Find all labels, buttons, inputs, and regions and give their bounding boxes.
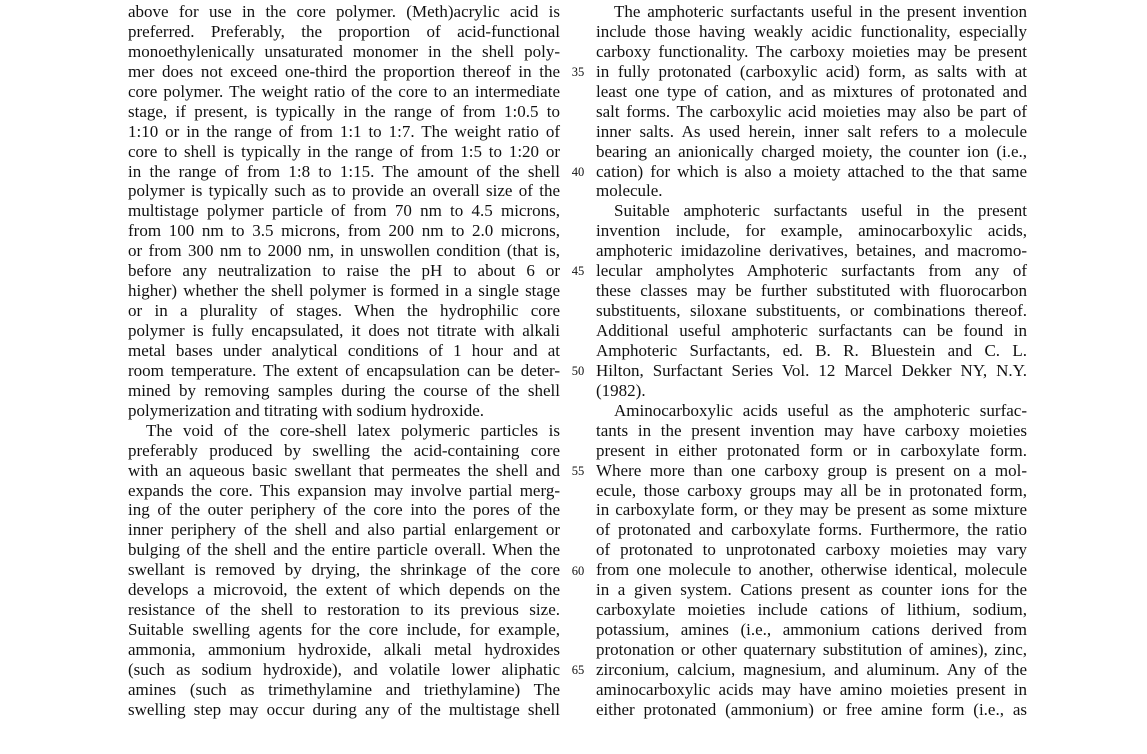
text-line: in a given system. Cations present as counter ions for the [596, 580, 1027, 600]
text-line: 1:10 or in the range of from 1:1 to 1:7. The weight ratio of [128, 121, 560, 141]
line-number: 65 [571, 663, 585, 678]
text-line: potassium, amines (i.e., ammonium cations derived from [596, 620, 1027, 640]
text-line: polymerization and titrating with sodium hydroxide. [128, 400, 484, 420]
text-line: in carboxylate form, or they may be present as some mixture [596, 500, 1027, 520]
text-line: room temperature. The extent of encapsulation can be deter- [128, 360, 560, 380]
right-text-column [596, 2, 1027, 720]
text-line: amphoteric imidazoline derivatives, betaines, and macromo- [596, 241, 1027, 261]
line-number: 45 [571, 264, 585, 279]
text-line: from one molecule to another, otherwise identical, molecule [596, 560, 1027, 580]
text-line: core to shell is typically in the range of from 1:5 to 1:20 or [128, 141, 560, 161]
line-number: 35 [571, 64, 585, 79]
text-line: higher) whether the shell polymer is formed in a single stage [128, 281, 560, 301]
text-line: The amphoteric surfactants useful in the present invention [614, 2, 1027, 21]
text-line: preferred. Preferably, the proportion of acid-functional [128, 21, 560, 41]
text-line: zirconium, calcium, magnesium, and aluminum. Any of the [596, 659, 1027, 679]
text-line: or from 300 nm to 2000 nm, in unswollen condition (that is, [128, 241, 560, 261]
text-line: substituents, siloxane substituents, or combinations thereof. [596, 301, 1027, 321]
text-line: bulging of the shell and the entire particle overall. When the [128, 540, 560, 560]
text-line: ing of the outer periphery of the core into the pores of the [128, 500, 560, 520]
text-line: before any neutralization to raise the pH to about 6 or [128, 261, 560, 281]
text-line: swelling step may occur during any of the multistage shell [128, 699, 560, 719]
line-number: 60 [571, 563, 585, 578]
text-line: protonation or other quaternary substitution of amines), zinc, [596, 640, 1027, 659]
line-number: 55 [571, 463, 585, 478]
text-line: multistage polymer particle of from 70 nm to 4.5 microns, [128, 201, 560, 221]
line-number: 50 [571, 364, 585, 379]
text-line: present in either protonated form or in carboxylate form. [596, 440, 1027, 460]
text-line: either protonated (ammonium) or free amine form (i.e., as [596, 699, 1027, 719]
text-line: core polymer. The weight ratio of the core to an intermediate [128, 81, 560, 101]
text-line: carboxylate moieties include cations of lithium, sodium, [596, 600, 1027, 620]
text-line: salt forms. The carboxylic acid moieties may also be part of [596, 101, 1027, 121]
text-line: inner salts. As used herein, inner salt refers to a molecule [596, 121, 1027, 141]
text-line: or in a plurality of stages. When the hydrophilic core [128, 301, 560, 321]
text-line: preferably produced by swelling the acid-containing core [128, 440, 560, 460]
text-line: in fully protonated (carboxylic acid) form, as salts with at [596, 61, 1027, 81]
text-line: above for use in the core polymer. (Meth)acrylic acid is [128, 2, 560, 21]
text-line: these classes may be further substituted with fluorocarbon [596, 281, 1027, 301]
text-line: polymer is typically such as to provide an overall size of the [128, 181, 560, 201]
text-line: of protonated and carboxylate forms. Furthermore, the ratio [596, 520, 1027, 540]
text-line: bearing an anionically charged moiety, the counter ion (i.e., [596, 141, 1027, 161]
text-line: mined by removing samples during the course of the shell [128, 380, 560, 400]
text-line: develops a microvoid, the extent of which depends on the [128, 580, 560, 600]
text-line: ecule, those carboxy groups may all be in protonated form, [596, 480, 1027, 500]
text-line: (such as sodium hydroxide), and volatile lower aliphatic [128, 659, 560, 679]
text-line: (1982). [596, 380, 646, 400]
text-line: Aminocarboxylic acids useful as the amphoteric surfac- [614, 400, 1027, 420]
text-line: Additional useful amphoteric surfactants can be found in [596, 321, 1027, 340]
text-line: Hilton, Surfactant Series Vol. 12 Marcel Dekker NY, N.Y. [596, 360, 1027, 380]
text-line: monoethylenically unsaturated monomer in the shell poly- [128, 41, 560, 61]
text-line: metal bases under analytical conditions of 1 hour and at [128, 340, 560, 360]
text-line: Suitable swelling agents for the core include, for example, [128, 620, 560, 640]
text-line: with an aqueous basic swellant that permeates the shell and [128, 460, 560, 480]
text-line: expands the core. This expansion may involve partial merg- [128, 480, 560, 500]
text-line: invention include, for example, aminocarboxylic acids, [596, 221, 1027, 241]
text-line: Suitable amphoteric surfactants useful in the present [614, 201, 1027, 221]
text-line: aminocarboxylic acids may have amino moieties present in [596, 679, 1027, 699]
text-line: ammonia, ammonium hydroxide, alkali metal hydroxides [128, 640, 560, 659]
text-line: polymer is fully encapsulated, it does not titrate with alkali [128, 321, 560, 340]
left-text-column [128, 2, 560, 720]
text-line: stage, if present, is typically in the range of from 1:0.5 to [128, 101, 560, 121]
text-line: from 100 nm to 3.5 microns, from 200 nm to 2.0 microns, [128, 221, 560, 241]
text-line: amines (such as trimethylamine and triethylamine) The [128, 679, 560, 699]
text-line: Where more than one carboxy group is present on a mol- [596, 460, 1027, 480]
text-line: of protonated to unprotonated carboxy moieties may vary [596, 540, 1027, 560]
text-line: molecule. [596, 181, 663, 201]
text-line: resistance of the shell to restoration to its previous size. [128, 600, 560, 620]
line-number: 40 [571, 164, 585, 179]
text-line: in the range of from 1:8 to 1:15. The amount of the shell [128, 161, 560, 181]
text-line: cation) for which is also a moiety attached to the that same [596, 161, 1027, 181]
text-line: least one type of cation, and as mixtures of protonated and [596, 81, 1027, 101]
text-line: carboxy functionality. The carboxy moieties may be present [596, 41, 1027, 61]
text-line: tants in the present invention may have carboxy moieties [596, 420, 1027, 440]
text-line: inner periphery of the shell and also partial enlargement or [128, 520, 560, 540]
text-line: include those having weakly acidic functionality, especially [596, 21, 1027, 41]
text-line: mer does not exceed one-third the proportion thereof in the [128, 61, 560, 81]
text-line: The void of the core-shell latex polymeric particles is [146, 420, 560, 440]
text-line: Amphoteric Surfactants, ed. B. R. Bluestein and C. L. [596, 340, 1027, 360]
text-line: swellant is removed by drying, the shrinkage of the core [128, 560, 560, 580]
text-line: lecular ampholytes Amphoteric surfactants from any of [596, 261, 1027, 281]
